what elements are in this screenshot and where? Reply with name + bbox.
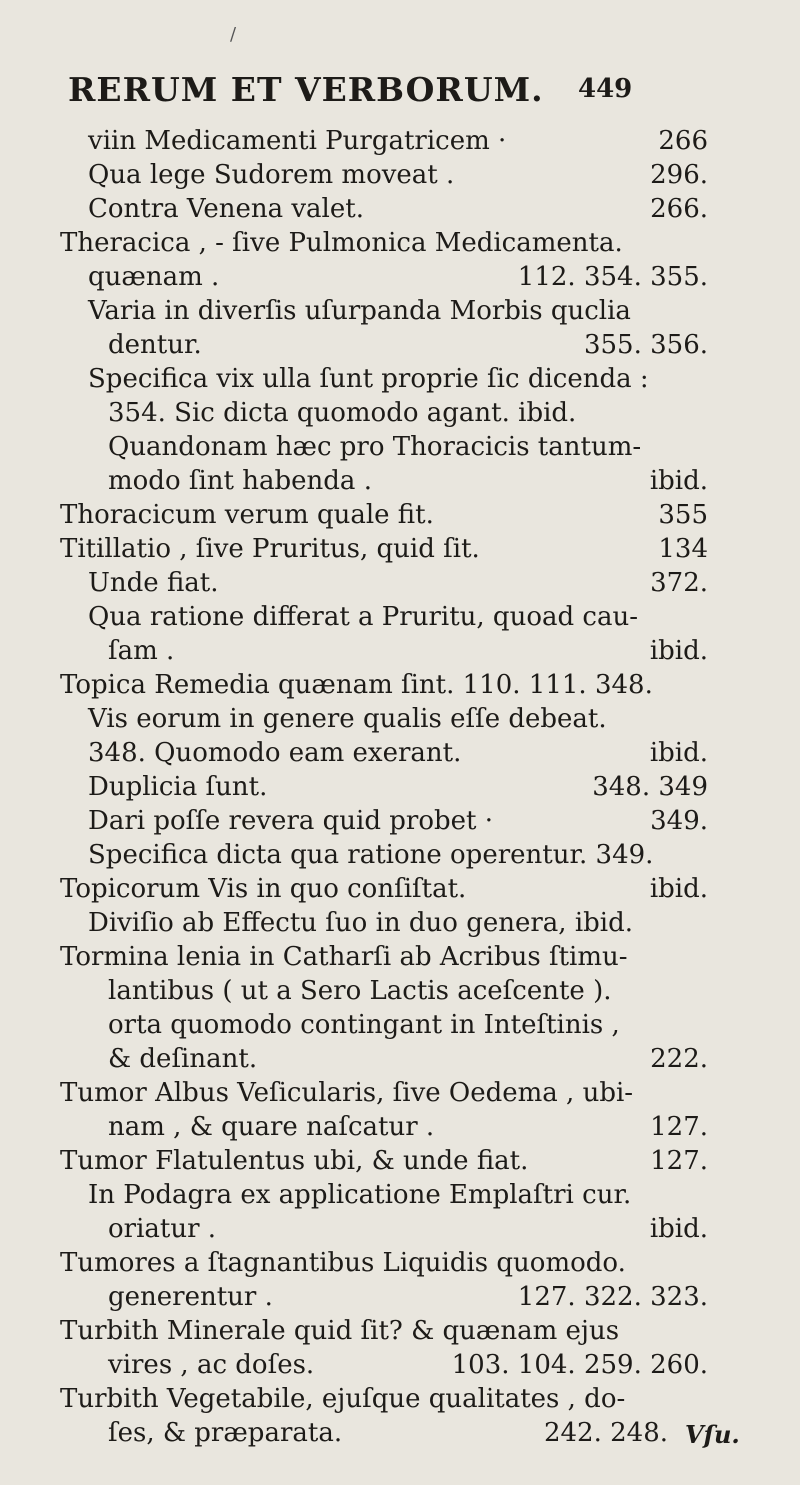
page-ref: 355 (658, 500, 708, 530)
page-ref: 296. (650, 160, 708, 190)
page-number: 449 (578, 74, 633, 104)
index-line (88, 838, 708, 872)
entry-text: Qua lege Sudorem moveat . (88, 160, 455, 190)
index-line (108, 1212, 708, 1246)
page-ref: 266 (658, 126, 708, 156)
entry-text: Unde fiat. (88, 568, 219, 598)
page-ref: ibid. (649, 466, 708, 496)
entry-text: vires , ac doſes. (108, 1350, 315, 1380)
entry-text: nam , & quare naſcatur . (108, 1112, 435, 1142)
index-line (108, 1008, 708, 1042)
entry-text: Quandonam hæc pro Thoracicis tantum- (108, 432, 642, 462)
index-line (108, 1042, 708, 1076)
running-title: RERUM ET VERBORUM. (68, 70, 544, 109)
index-line (60, 668, 708, 702)
running-header (68, 70, 708, 110)
index-line (88, 600, 708, 634)
entry-text: Titillatio , ſive Pruritus, quid ſit. (60, 534, 480, 564)
page-ref: 222. (650, 1044, 708, 1074)
entry-text: Specifica vix ulla ſunt proprie ſic dicenda : (88, 364, 649, 394)
entry-text: viin Medicamenti Purgatricem · (88, 126, 507, 156)
index-line (88, 192, 708, 226)
page-mark: / (230, 24, 237, 45)
entry-text: Contra Venena valet. (88, 194, 364, 224)
index-line (88, 804, 708, 838)
entry-text: Diviſio ab Effectu ſuo in duo genera, ibid. (88, 908, 634, 938)
index-line (60, 1076, 708, 1110)
entry-text: Tumores a ſtagnantibus Liquidis quomodo. (60, 1248, 626, 1278)
catchword: Vſu. (685, 1420, 740, 1449)
index-line (88, 702, 708, 736)
index-line (60, 1382, 708, 1416)
entry-text: Tumor Flatulentus ubi, & unde fiat. (60, 1146, 529, 1176)
index-line (60, 498, 708, 532)
page-ref: 355. 356. (583, 330, 708, 360)
page-ref: 372. (650, 568, 708, 598)
index-line (60, 1144, 708, 1178)
entry-text: Duplicia ſunt. (88, 772, 268, 802)
index-line (108, 1280, 708, 1314)
index-line (88, 1178, 708, 1212)
page-ref: 112. 354. 355. (517, 262, 708, 292)
page-ref: ibid. (649, 1214, 708, 1244)
index-line (60, 226, 708, 260)
entry-text: 354. Sic dicta quomodo agant. ibid. (108, 398, 577, 428)
index-line (88, 260, 708, 294)
page-ref: ibid. (649, 738, 708, 768)
entry-text: ſes, & præparata. (108, 1418, 343, 1448)
index-line (60, 940, 708, 974)
entry-text: lantibus ( ut a Sero Lactis aceſcente ). (108, 976, 612, 1006)
page-ref: ibid. (649, 636, 708, 666)
index-line (88, 770, 708, 804)
entry-text: Topica Remedia quænam ſint. 110. 111. 348. (60, 670, 653, 700)
entry-text: Varia in diverſis uſurpanda Morbis quclia (88, 296, 631, 326)
entry-text: Topicorum Vis in quo conſiſtat. (60, 874, 467, 904)
index-line (88, 124, 708, 158)
entry-text: 348. Quomodo eam exerant. (88, 738, 462, 768)
index-line (108, 396, 708, 430)
page-ref: 127. (650, 1146, 708, 1176)
entry-text: Tumor Albus Veſicularis, ſive Oedema , ubi- (60, 1078, 634, 1108)
entry-text: oriatur . (108, 1214, 217, 1244)
entry-text: dentur. (108, 330, 202, 360)
entry-text: Specifica dicta qua ratione operentur. 349. (88, 840, 654, 870)
entry-text: ſam . (108, 636, 175, 666)
entry-text: quænam . (88, 262, 220, 292)
index-line (60, 872, 708, 906)
page-ref: 103. 104. 259. 260. (451, 1350, 708, 1380)
index-line (88, 362, 708, 396)
entry-text: Thoracicum verum quale fit. (60, 500, 434, 530)
index-line (88, 566, 708, 600)
page-ref: ibid. (649, 874, 708, 904)
page-ref: 127. (650, 1112, 708, 1142)
page-ref: 266. (650, 194, 708, 224)
index-line (108, 1348, 708, 1382)
index-line (108, 430, 708, 464)
entry-text: orta quomodo contingant in Inteſtinis , (108, 1010, 620, 1040)
page-ref: 134 (658, 534, 708, 564)
index-line (88, 736, 708, 770)
index-line (88, 294, 708, 328)
entry-text: modo ſint habenda . (108, 466, 372, 496)
entry-text: Qua ratione differat a Pruritu, quoad cau- (88, 602, 638, 632)
index-line (88, 158, 708, 192)
entry-text: Theracica , - ſive Pulmonica Medicamenta. (60, 228, 623, 258)
entry-text: generentur . (108, 1282, 273, 1312)
index-line (108, 1110, 708, 1144)
entry-text: In Podagra ex applicatione Emplaſtri cur. (88, 1180, 632, 1210)
index-line (60, 1246, 708, 1280)
entry-text: Turbith Vegetabile, ejuſque qualitates , do- (60, 1384, 626, 1414)
index-line (88, 906, 708, 940)
page-ref: 242. 248. (543, 1418, 668, 1448)
index-line (108, 464, 708, 498)
page-ref: 349. (650, 806, 708, 836)
index-line (108, 328, 708, 362)
entry-text: Turbith Minerale quid ſit? & quænam ejus (60, 1316, 620, 1346)
entry-text: Dari poſſe revera quid probet · (88, 806, 493, 836)
index-line (60, 532, 708, 566)
page-ref: 348. 349 (592, 772, 708, 802)
entry-text: Tormina lenia in Catharſi ab Acribus ſtimu- (60, 942, 628, 972)
entry-text: & deſinant. (108, 1044, 258, 1074)
page-ref: 127. 322. 323. (517, 1282, 708, 1312)
index-line (108, 974, 708, 1008)
entry-text: Vis eorum in genere qualis eſſe debeat. (88, 704, 607, 734)
index-line (60, 1314, 708, 1348)
index-line (108, 1416, 668, 1450)
index-line (108, 634, 708, 668)
